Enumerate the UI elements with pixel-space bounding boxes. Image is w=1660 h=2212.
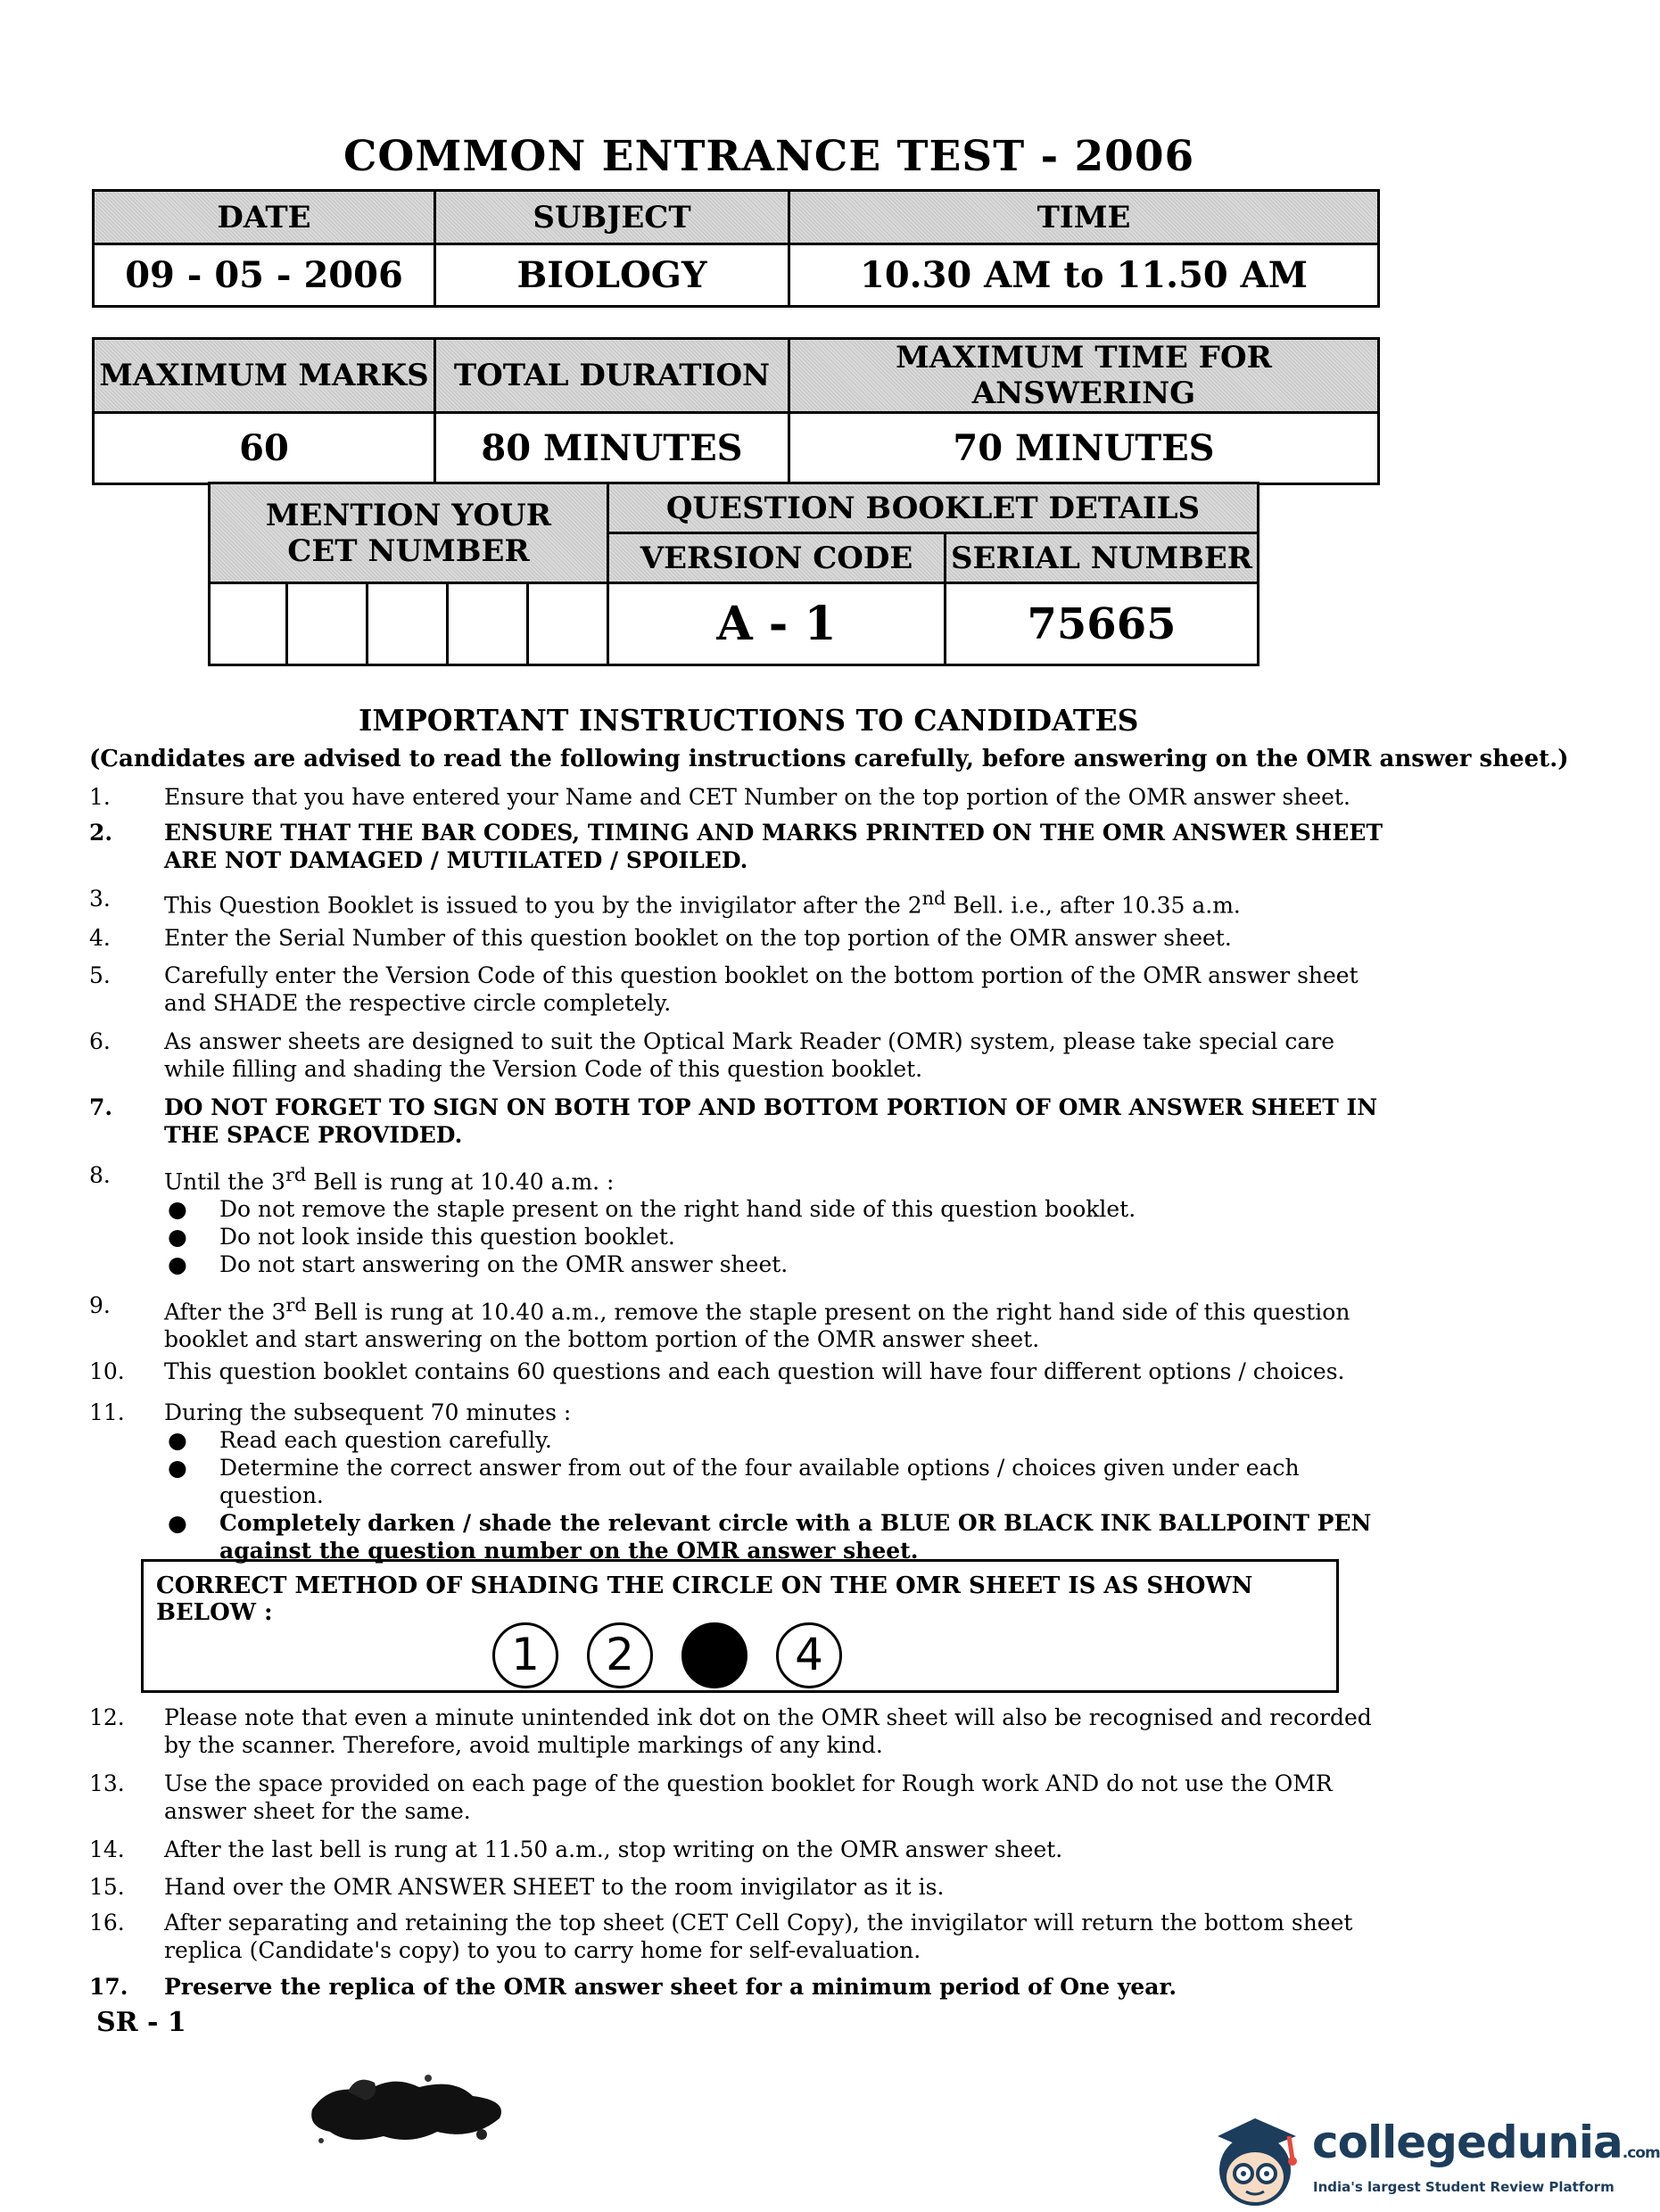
instructions-title: IMPORTANT INSTRUCTIONS TO CANDIDATES	[359, 703, 1139, 738]
date-label: DATE	[94, 191, 435, 244]
serial-number-label: SERIAL NUMBER	[946, 533, 1259, 583]
serial-number-value: 75665	[946, 583, 1259, 665]
instruction-item: 1. Ensure that you have entered your Name and CET Number on the top portion of the OMR answer sheet.	[89, 784, 1350, 810]
instruction-item: 4. Enter the Serial Number of this question booklet on the top portion of the OMR answer sheet.	[89, 925, 1232, 951]
instruction-item: 8. Until the 3rd Bell is rung at 10.40 a.m. : ● Do not remove the staple present on the right hand side of this question booklet. ● Do not look inside this question booklet. ● Do not start answering on the OMR answer sheet.	[89, 1161, 1392, 1278]
graduate-mascot-icon	[1200, 2101, 1307, 2212]
cet-number-label: MENTION YOUR CET NUMBER	[210, 483, 608, 583]
omr-option-circle: 1	[492, 1622, 558, 1688]
instructions-subtitle: (Candidates are advised to read the following instructions carefully, before answering on the OMR answer sheet.)	[89, 746, 1569, 772]
version-code-value: A - 1	[608, 583, 946, 665]
instruction-item: 17. Preserve the replica of the OMR answer sheet for a minimum period of One year.	[89, 1974, 1177, 2000]
time-label: TIME	[789, 191, 1379, 244]
marks-table	[92, 337, 1380, 485]
date-value: 09 - 05 - 2006	[94, 244, 435, 307]
instruction-item: 6. As answer sheets are designed to suit the Optical Mark Reader (OMR) system, please take special care while filling and shading the Version Code of this question booklet.	[89, 1028, 1335, 1082]
instruction-item: 10. This question booklet contains 60 questions and each question will have four different options / choices.	[89, 1358, 1345, 1384]
cet-digit-box[interactable]	[448, 583, 528, 665]
omr-option-circle-shaded	[681, 1622, 747, 1688]
instruction-item: 2. ENSURE THAT THE BAR CODES, TIMING AND MARKS PRINTED ON THE OMR ANSWER SHEET ARE NOT DAMAGED / MUTILATED / SPOILED.	[89, 820, 1383, 873]
instruction-item: 12. Please note that even a minute unintended ink dot on the OMR sheet will also be recognised and recorded by the scanner. Therefore, avoid multiple markings of any kind.	[89, 1704, 1372, 1758]
max-marks-value: 60	[94, 413, 435, 484]
cet-digit-box[interactable]	[368, 583, 448, 665]
instruction-item: 15. Hand over the OMR ANSWER SHEET to the room invigilator as it is.	[89, 1874, 945, 1900]
bullet-item: ● Do not start answering on the OMR answer sheet.	[168, 1251, 789, 1278]
booklet-details-label: QUESTION BOOKLET DETAILS	[608, 483, 1259, 533]
bullet-item: ● Completely darken / shade the relevant circle with a BLUE OR BLACK INK BALLPOINT PEN against the question number on the OMR answer sheet.	[168, 1510, 1372, 1564]
ink-smudge	[294, 2056, 535, 2163]
bullet-item: ● Do not remove the staple present on the right hand side of this question booklet.	[168, 1196, 1136, 1223]
instruction-item: 13. Use the space provided on each page of the question booklet for Rough work AND do not use the OMR answer sheet for the same.	[89, 1770, 1333, 1824]
instruction-item: 11. During the subsequent 70 minutes : ● Read each question carefully. ● Determine the correct answer from out of the four available options / choices given under each question. ● Completely darken / shade the relevant circle with a BLUE OR BLACK INK BALLPOINT PEN against the question number on the OMR answer sheet.	[89, 1399, 1392, 1564]
instruction-item: 14. After the last bell is rung at 11.50 a.m., stop writing on the OMR answer sheet.	[89, 1836, 1063, 1862]
omr-option-circle: 4	[776, 1622, 842, 1688]
answer-time-label: MAXIMUM TIME FOR ANSWERING	[789, 339, 1379, 413]
duration-value: 80 MINUTES	[435, 413, 789, 484]
instruction-item: 9. After the 3rd Bell is rung at 10.40 a.m., remove the staple present on the right hand side of this question booklet and start answering on the bottom portion of the OMR answer sheet.	[89, 1292, 1350, 1353]
page-title: COMMON ENTRANCE TEST - 2006	[343, 132, 1195, 181]
instruction-item: 7. DO NOT FORGET TO SIGN ON BOTH TOP AND BOTTOM PORTION OF OMR ANSWER SHEET IN THE SPACE PROVIDED.	[89, 1094, 1378, 1148]
version-code-label: VERSION CODE	[608, 533, 946, 583]
page-code: SR - 1	[96, 2007, 186, 2038]
bullet-item: ● Do not look inside this question booklet.	[168, 1224, 675, 1250]
brand-name: collegedunia.com	[1312, 2117, 1660, 2168]
subject-label: SUBJECT	[435, 191, 789, 244]
booklet-table	[208, 482, 1259, 666]
brand-tagline: India's largest Student Review Platform	[1313, 2179, 1615, 2195]
exam-info-table	[92, 189, 1380, 308]
omr-box-title: CORRECT METHOD OF SHADING THE CIRCLE ON THE OMR SHEET IS AS SHOWN BELOW :	[156, 1572, 1253, 1626]
instruction-item: 3. This Question Booklet is issued to you by the invigilator after the 2nd Bell. i.e., after 10.35 a.m.	[89, 886, 1241, 919]
cet-digit-box[interactable]	[528, 583, 608, 665]
omr-shading-box	[141, 1559, 1339, 1693]
cet-digit-box[interactable]	[210, 583, 287, 665]
cet-digit-box[interactable]	[287, 583, 368, 665]
answer-time-value: 70 MINUTES	[789, 413, 1379, 484]
duration-label: TOTAL DURATION	[435, 339, 789, 413]
max-marks-label: MAXIMUM MARKS	[94, 339, 435, 413]
subject-value: BIOLOGY	[435, 244, 789, 307]
omr-option-circle: 2	[587, 1622, 653, 1688]
instruction-item: 16. After separating and retaining the top sheet (CET Cell Copy), the invigilator will return the bottom sheet replica (Candidate's copy) to you to carry home for self-evaluation.	[89, 1910, 1353, 1963]
time-value: 10.30 AM to 11.50 AM	[789, 244, 1379, 307]
instruction-item: 5. Carefully enter the Version Code of this question booklet on the bottom portion of the OMR answer sheet and SHADE the respective circle completely.	[89, 962, 1359, 1016]
bullet-item: ● Read each question carefully.	[168, 1427, 552, 1453]
bullet-item: ● Determine the correct answer from out of the four available options / choices given under each question.	[168, 1455, 1300, 1508]
